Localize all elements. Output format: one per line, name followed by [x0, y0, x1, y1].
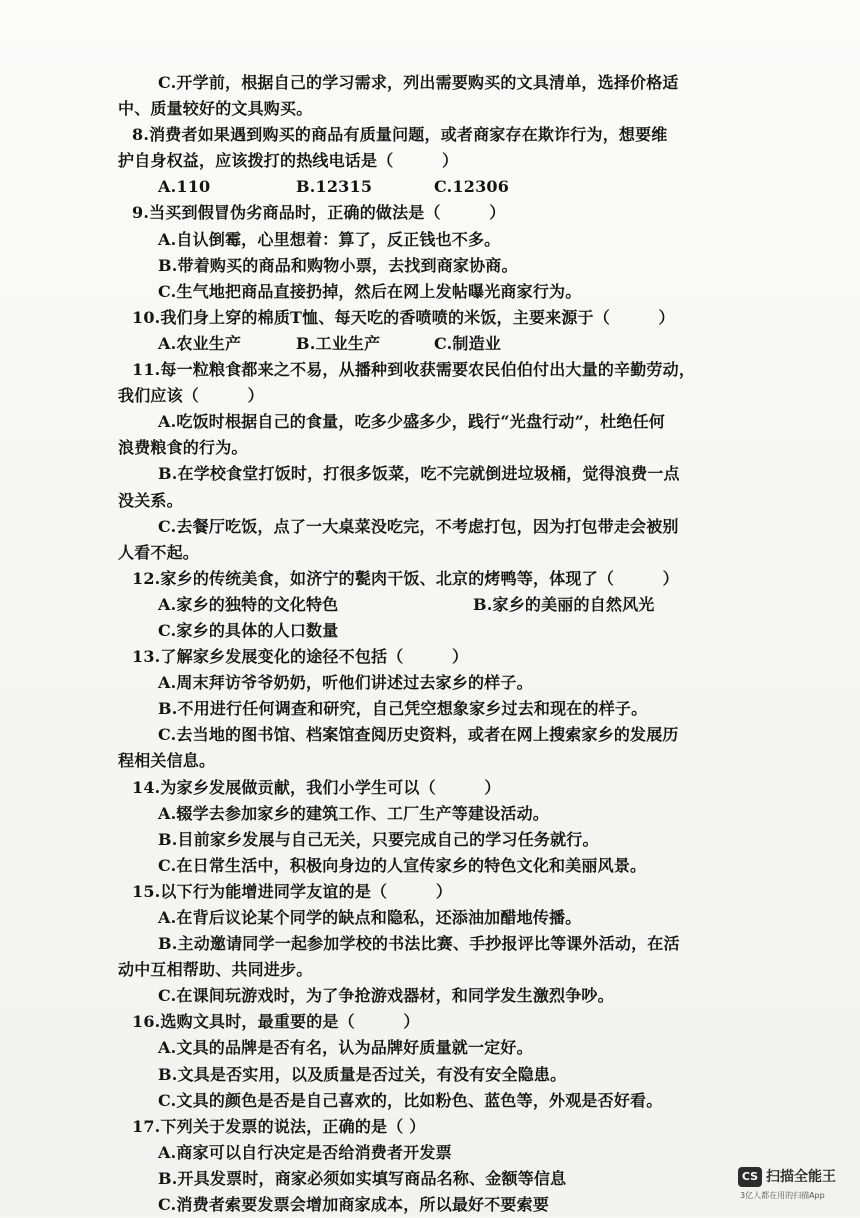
question-list — [118, 70, 758, 1218]
option-a: A.自认倒霉，心里想着：算了，反正钱也不多。 — [158, 229, 501, 249]
option-c: C.去当地的图书馆、档案馆查阅历史资料，或者在网上搜索家乡的发展历 — [158, 725, 679, 745]
scanner-logo-icon: CS — [738, 1167, 762, 1187]
scanner-watermark — [738, 1165, 846, 1205]
option-b: B.12315 — [296, 177, 373, 197]
option-a: A.周末拜访爷爷奶奶，听他们讲述过去家乡的样子。 — [158, 673, 533, 693]
question-11: 11.每一粒粮食都来之不易，从播种到收获需要农民伯伯付出大量的辛勤劳动， — [132, 360, 696, 380]
option-a: A.文具的品牌是否有名，认为品牌好质量就一定好。 — [158, 1038, 533, 1058]
option-a: A.商家可以自行决定是否给消费者开发票 — [158, 1142, 452, 1162]
option-c: C.在日常生活中，积极向身边的人宣传家乡的特色文化和美丽风景。 — [158, 855, 647, 875]
option-c: C.在课间玩游戏时，为了争抢游戏器材，和同学发生激烈争吵。 — [158, 986, 614, 1006]
text-line: 护自身权益，应该拨打的热线电话是（ ） — [118, 151, 459, 171]
question-10-options — [118, 331, 758, 357]
option-c: C.生气地把商品直接扔掉，然后在网上发帖曝光商家行为。 — [158, 281, 582, 301]
option-b: B.不用进行任何调查和研究，自己凭空想象家乡过去和现在的样子。 — [158, 699, 648, 719]
question-13: 13.了解家乡发展变化的途径不包括（ ） — [132, 647, 469, 667]
question-8-options — [118, 174, 758, 200]
question-8: 8.消费者如果遇到购买的商品有质量问题，或者商家存在欺诈行为，想要维 — [132, 125, 668, 145]
option-c: C.制造业 — [434, 333, 502, 353]
scanner-app-name: 扫描全能王 — [766, 1169, 836, 1185]
option-b: B.目前家乡发展与自己无关，只要完成自己的学习任务就行。 — [158, 829, 599, 849]
question-16: 16.选购文具时，最重要的是（ ） — [132, 1012, 420, 1032]
question-17: 17.下列关于发票的说法，正确的是（ ） — [132, 1116, 426, 1136]
option-a: A.家乡的独特的文化特色 — [158, 594, 339, 614]
text-line: 程相关信息。 — [118, 751, 216, 771]
text-line: 中、质量较好的文具购买。 — [118, 99, 313, 119]
text-line: C.开学前，根据自己的学习需求，列出需要购买的文具清单，选择价格适 — [158, 73, 679, 92]
question-14: 14.为家乡发展做贡献，我们小学生可以（ ） — [132, 777, 501, 797]
option-b: B.在学校食堂打饭时，打很多饭菜，吃不完就倒进垃圾桶，觉得浪费一点 — [158, 464, 680, 484]
text-line: 动中互相帮助、共同进步。 — [118, 960, 313, 980]
option-a: A.110 — [158, 177, 211, 197]
option-c: C.文具的颜色是否是自己喜欢的，比如粉色、蓝色等，外观是否好看。 — [158, 1090, 663, 1110]
option-b: B.文具是否实用，以及质量是否过关，有没有安全隐患。 — [158, 1064, 567, 1084]
option-b: B.主动邀请同学一起参加学校的书法比赛、手抄报评比等课外活动，在活 — [158, 934, 680, 954]
option-a: A.农业生产 — [158, 333, 242, 353]
question-12-options — [118, 592, 758, 618]
text-line: 人看不起。 — [118, 542, 200, 562]
option-b: B.带着购买的商品和购物小票，去找到商家协商。 — [158, 255, 518, 275]
option-a: A.吃饭时根据自己的食量，吃多少盛多少，践行“光盘行动”，杜绝任何 — [158, 412, 665, 432]
text-line: 我们应该（ ） — [118, 386, 264, 406]
question-15: 15.以下行为能增进同学友谊的是（ ） — [132, 881, 453, 901]
text-line: 浪费粮食的行为。 — [118, 438, 248, 458]
scanner-tagline: 3亿人都在用的扫描App — [740, 1191, 825, 1200]
option-b: B.家乡的美丽的自然风光 — [473, 594, 655, 614]
text-line: 没关系。 — [118, 490, 183, 510]
question-10: 10.我们身上穿的棉质T恤、每天吃的香喷喷的米饭，主要来源于（ ） — [132, 307, 675, 327]
question-9: 9.当买到假冒伪劣商品时，正确的做法是（ ） — [132, 203, 506, 223]
option-a: A.辍学去参加家乡的建筑工作、工厂生产等建设活动。 — [158, 803, 549, 823]
option-b: B.工业生产 — [296, 333, 381, 353]
option-c: C.家乡的具体的人口数量 — [158, 620, 339, 640]
option-c: C.12306 — [434, 177, 510, 197]
option-a: A.在背后议论某个同学的缺点和隐私，还添油加醋地传播。 — [158, 908, 582, 927]
question-12: 12.家乡的传统美食，如济宁的甏肉干饭、北京的烤鸭等，体现了（ ） — [132, 568, 679, 588]
option-b: B.开具发票时，商家必须如实填写商品名称、金额等信息 — [158, 1168, 567, 1188]
option-c: C.消费者索要发票会增加商家成本，所以最好不要索要 — [158, 1195, 550, 1215]
option-c: C.去餐厅吃饭，点了一大桌菜没吃完，不考虑打包，因为打包带走会被别 — [158, 516, 679, 536]
